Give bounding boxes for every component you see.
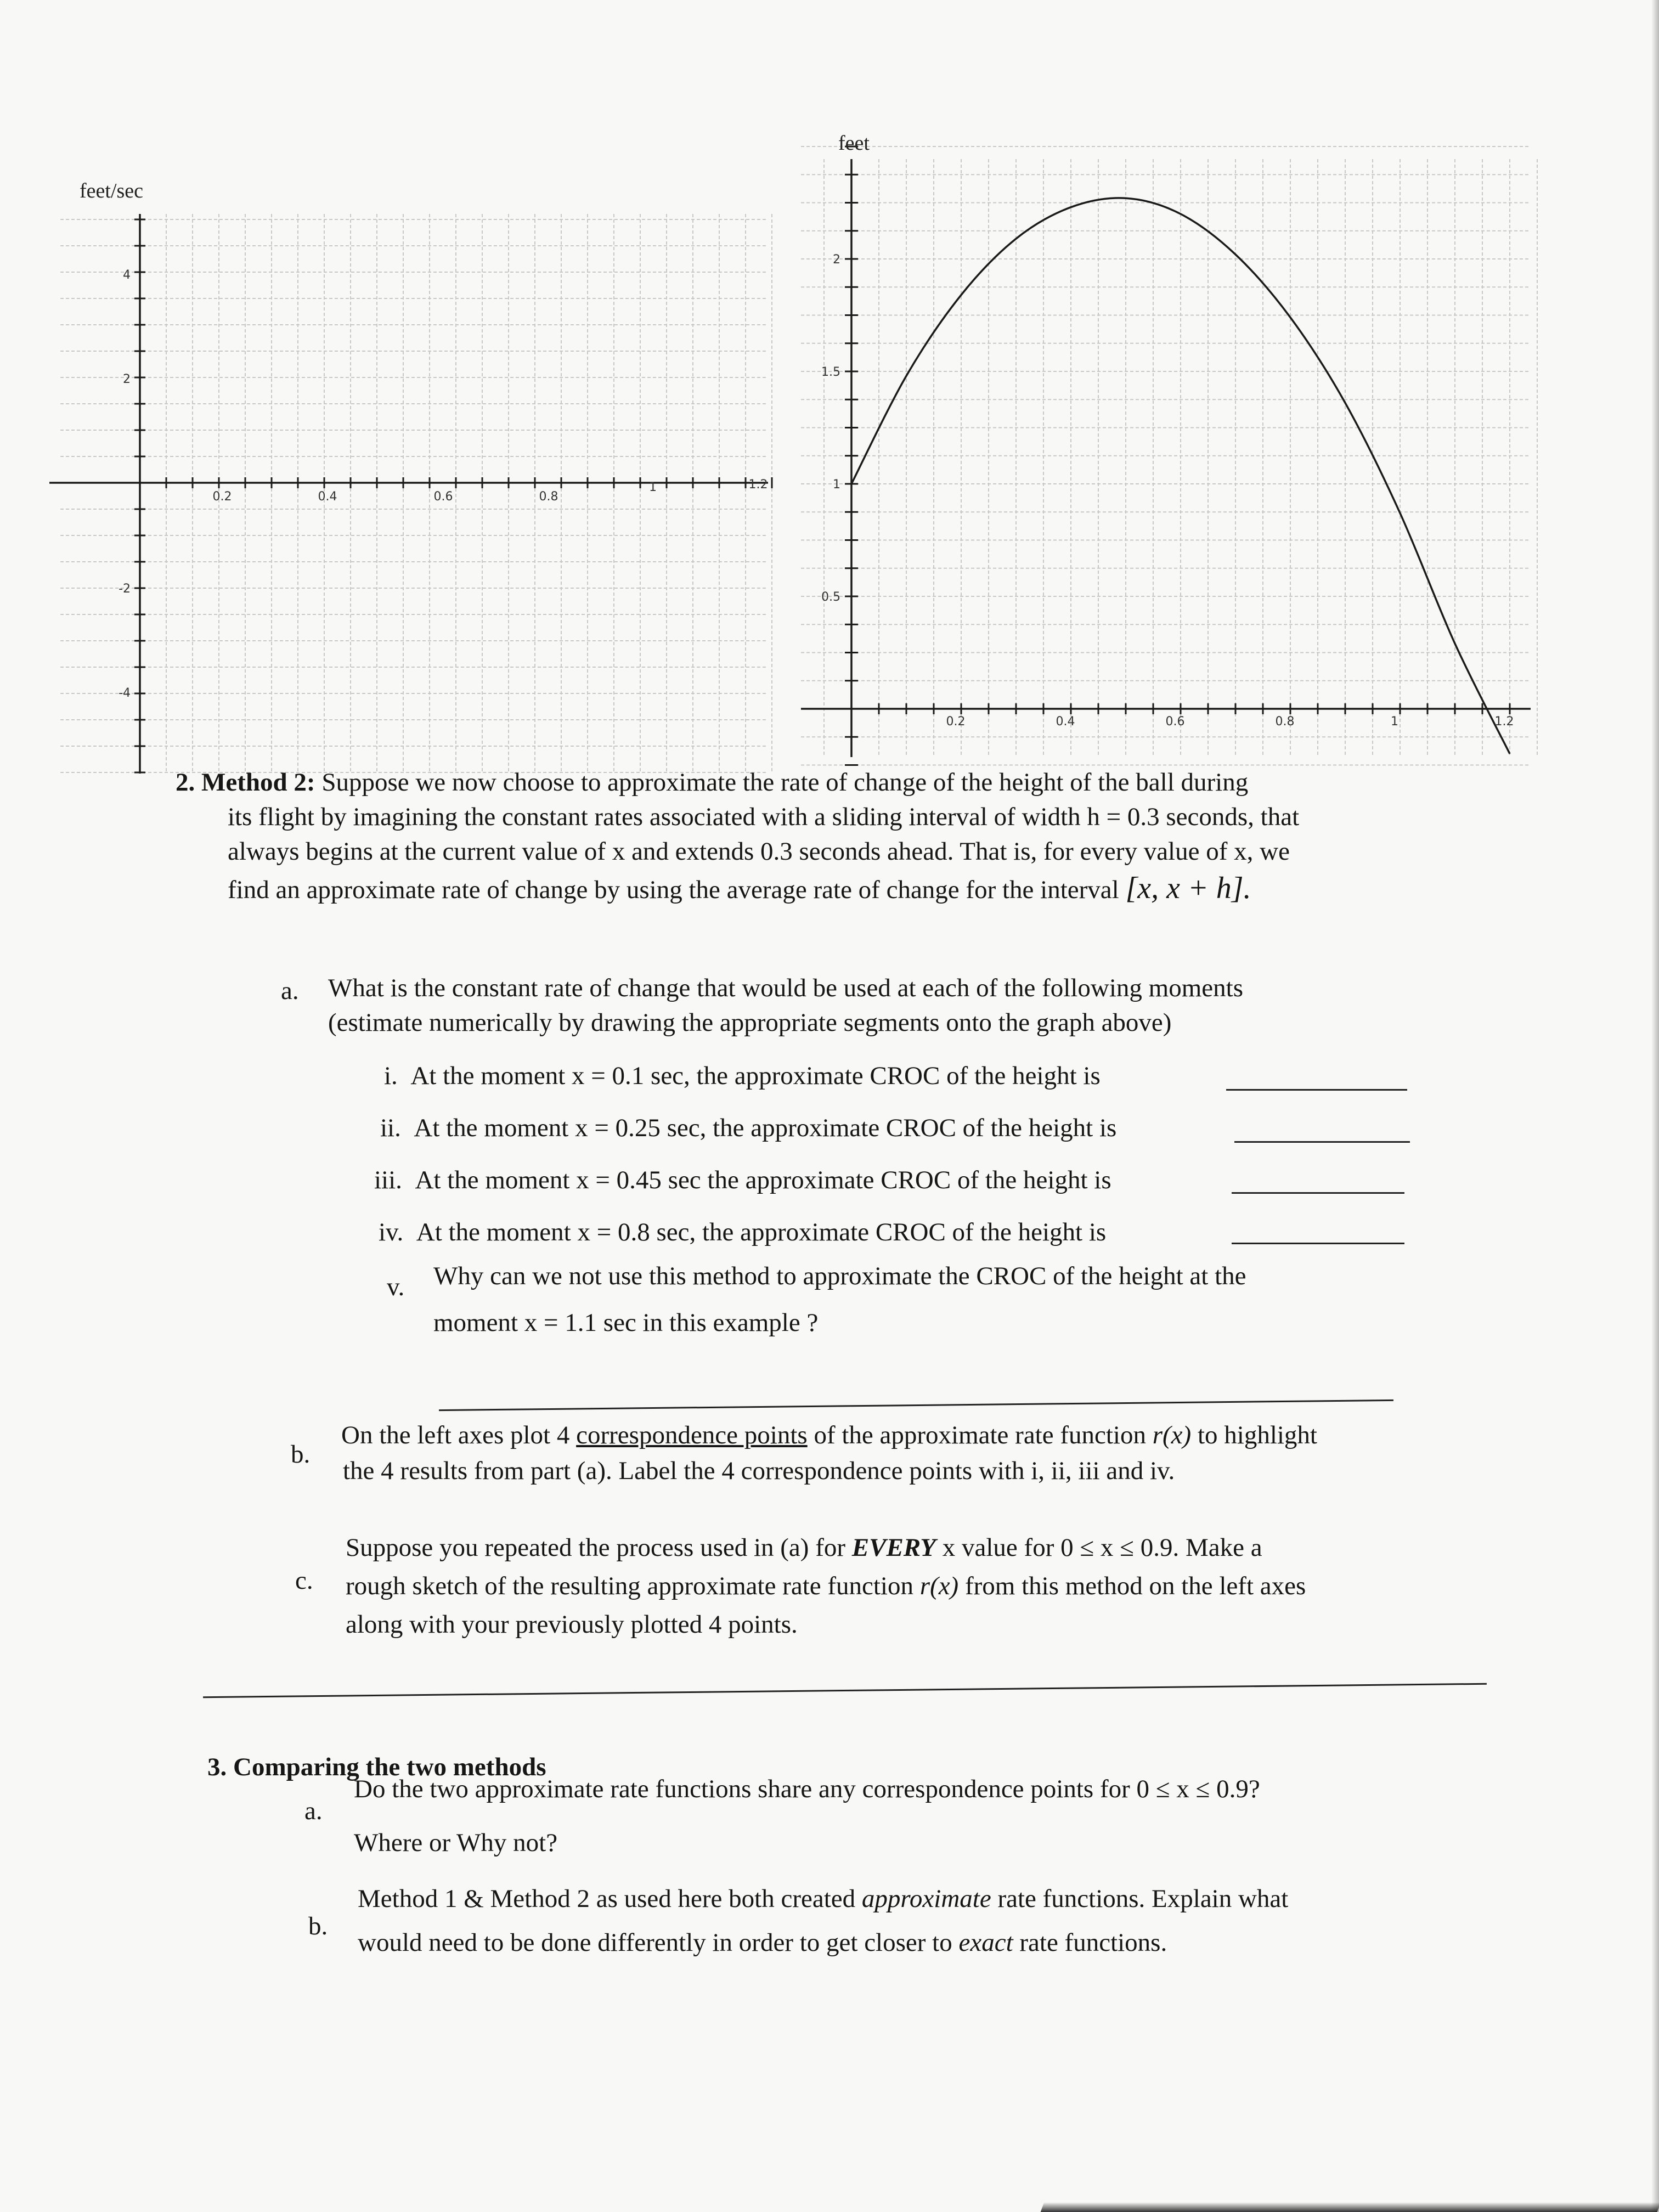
- q2b-label: b.: [291, 1440, 311, 1469]
- right-y-tick-label: 0.5: [821, 590, 840, 604]
- q2-line2: its flight by imagining the constant rates associated with a sliding interval of width h = 0.3 seconds, that: [228, 803, 1300, 831]
- right-y-axis-label: feet: [838, 132, 870, 155]
- right-y-tick-label: 1: [833, 478, 840, 492]
- page-bottom-shadow: [1041, 2202, 1659, 2212]
- section-divider: [203, 1683, 1487, 1699]
- left-x-tick-0-2: 0.2: [212, 490, 232, 504]
- left-x-tick-0-6: 0.6: [433, 490, 453, 504]
- right-grid: [801, 146, 1537, 765]
- q2-text-line4: find an approximate rate of change by using the average rate of change for the interval: [228, 876, 1119, 904]
- left-y-unit-label: feet/sec: [80, 179, 144, 202]
- page-edge-shadow: [1651, 0, 1659, 2212]
- q3a-line2: Where or Why not?: [354, 1829, 558, 1857]
- q2c-text2-pre: rough sketch of the resulting approximate rate function: [346, 1572, 920, 1600]
- left-x-tick-0-8: 0.8: [539, 490, 558, 504]
- item-iv-label: iv.: [379, 1218, 404, 1246]
- item-i-text: At the moment x = 0.1 sec, the approximate CROC of the height is: [410, 1062, 1101, 1090]
- left-y-tick-4: 4: [123, 268, 131, 282]
- q3-title: Comparing the two methods: [233, 1753, 546, 1781]
- right-x-tick-label: 1: [1391, 715, 1398, 729]
- item-iii-answer-blank[interactable]: [1232, 1170, 1404, 1194]
- q2a-line2: (estimate numerically by drawing the appropriate segments onto the graph above): [328, 1008, 1172, 1037]
- q2c-func: r(x): [919, 1572, 959, 1600]
- q2-line4: [228, 871, 1251, 907]
- right-x-tick-label: 0.4: [1056, 715, 1075, 729]
- q3b-line2: [358, 1926, 1167, 1960]
- q2b-text-pre: On the left axes plot 4: [341, 1421, 577, 1449]
- q2a-item-iv: [379, 1215, 1106, 1250]
- exact-emphasis: exact: [958, 1928, 1013, 1957]
- q2-number: 2.: [176, 768, 195, 797]
- q2a-item-ii: [380, 1111, 1116, 1146]
- left-x-tick-1-2: 1.2: [748, 478, 768, 492]
- item-v-answer-line[interactable]: [439, 1400, 1393, 1411]
- q2a-item-v-label: v.: [387, 1273, 405, 1301]
- correspondence-points-term: correspondence points: [576, 1421, 808, 1449]
- height-chart: [790, 126, 1569, 774]
- q2c-label: c.: [295, 1566, 313, 1595]
- q3b-text-post: rate functions. Explain what: [991, 1884, 1289, 1913]
- item-ii-answer-blank[interactable]: [1234, 1119, 1410, 1143]
- item-iv-text: At the moment x = 0.8 sec, the approximate CROC of the height is: [416, 1218, 1107, 1246]
- right-y-tick-label: 1.5: [821, 365, 840, 379]
- item-iii-text: At the moment x = 0.45 sec the approximate CROC of the height is: [415, 1166, 1111, 1194]
- q3b-text2-post: rate functions.: [1013, 1928, 1167, 1957]
- item-ii-text: At the moment x = 0.25 sec, the approximate CROC of the height is: [414, 1114, 1117, 1142]
- left-y-tick-neg4: -4: [119, 686, 131, 700]
- q2a-item-v-line2: moment x = 1.1 sec in this example ?: [433, 1308, 819, 1337]
- left-x-tick-1: 1: [649, 481, 657, 494]
- q2c-text2-post: from this method on the left axes: [958, 1572, 1306, 1600]
- approximate-emphasis: approximate: [861, 1884, 991, 1913]
- q2b-line2: the 4 results from part (a). Label the 4 correspondence points with i, ii, iii and iv.: [343, 1457, 1175, 1485]
- q3-number: 3.: [207, 1753, 227, 1781]
- q2c-text-post: x value for 0 ≤ x ≤ 0.9. Make a: [936, 1533, 1262, 1562]
- right-x-tick-label: 0.6: [1165, 715, 1185, 729]
- q2-line3: always begins at the current value of x and extends 0.3 seconds ahead. That is, for every value of x, we: [228, 837, 1290, 866]
- item-i-label: i.: [384, 1062, 398, 1090]
- item-iii-label: iii.: [374, 1166, 402, 1194]
- item-iv-answer-blank[interactable]: [1232, 1221, 1404, 1244]
- q2b-text-mid: of the approximate rate function: [807, 1421, 1153, 1449]
- q3a-line1: Do the two approximate rate functions share any correspondence points for 0 ≤ x ≤ 0.9?: [354, 1775, 1260, 1803]
- right-tick-labels: [821, 253, 1514, 729]
- q3a-label: a.: [304, 1797, 323, 1825]
- q2c-line3: along with your previously plotted 4 points.: [346, 1610, 798, 1639]
- q2a-item-iii: [374, 1163, 1111, 1198]
- q2a-item-i: [384, 1059, 1101, 1093]
- q2-title: Method 2:: [201, 768, 315, 797]
- every-emphasis: EVERY: [851, 1533, 936, 1562]
- left-x-tick-0-4: 0.4: [318, 490, 337, 504]
- q2b-text-post: to highlight: [1191, 1421, 1317, 1449]
- right-x-tick-label: 1.2: [1494, 715, 1514, 729]
- item-i-answer-blank[interactable]: [1226, 1067, 1407, 1091]
- q2a-item-v-line1: Why can we not use this method to approximate the CROC of the height at the: [433, 1262, 1246, 1290]
- q2c-line1: [346, 1531, 1262, 1565]
- q2-text-line1: Suppose we now choose to approximate the rate of change of the height of the ball during: [315, 768, 1249, 797]
- q3b-text-pre: Method 1 & Method 2 as used here both created: [358, 1884, 862, 1913]
- item-ii-label: ii.: [380, 1114, 401, 1142]
- left-y-tick-2: 2: [123, 373, 131, 386]
- q2a-label: a.: [281, 977, 299, 1005]
- right-y-tick-label: 2: [833, 253, 840, 267]
- q3b-line1: [358, 1882, 1288, 1916]
- left-rate-axes[interactable]: [33, 165, 812, 785]
- q2b-func: r(x): [1152, 1421, 1192, 1449]
- q2a-line1: What is the constant rate of change that would be used at each of the following moments: [328, 974, 1243, 1002]
- q3b-text2-pre: would need to be done differently in order to get closer to: [358, 1928, 959, 1957]
- q2-line1: [176, 765, 1248, 800]
- q2-interval: [x, x + h].: [1125, 871, 1251, 905]
- right-x-tick-label: 0.2: [946, 715, 966, 729]
- q2b-line1: [341, 1418, 1317, 1453]
- left-grid: [60, 214, 772, 774]
- right-x-tick-label: 0.8: [1275, 715, 1295, 729]
- q2c-line2: [346, 1569, 1306, 1604]
- q2c-text-pre: Suppose you repeated the process used in (a) for: [346, 1533, 852, 1562]
- left-y-tick-neg2: -2: [119, 582, 131, 596]
- q3b-label: b.: [308, 1912, 328, 1940]
